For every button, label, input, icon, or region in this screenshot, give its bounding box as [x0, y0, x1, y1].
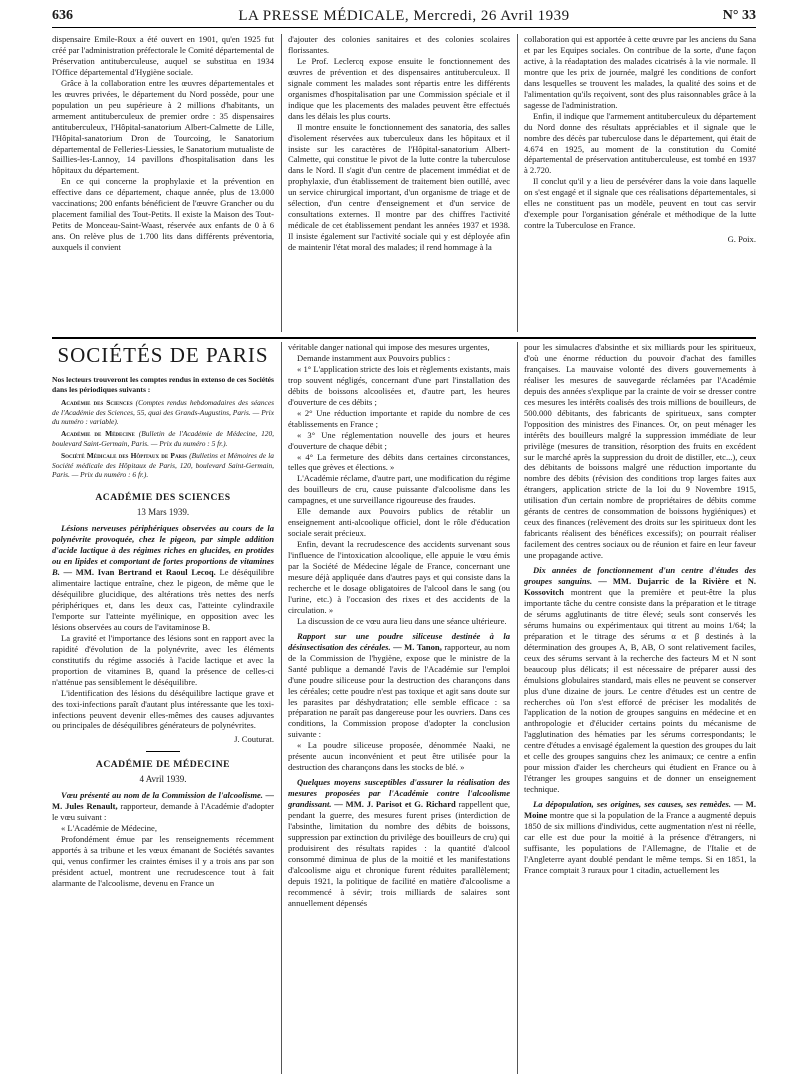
paragraph: Grâce à la collaboration entre les œuvres départementales et les œuvres privées, le département du Nord possède, pour une population un peu supérieure à 2 millions d'habitants, un armement antituberculeux de premier ordre : 35 dispensaires antituberculeux, l'Hôpital-sanatorium Albert-Calmette de Lille, l'Hôpital-sanatorium Dron de Tourcoing, le Sanatorium départemental de Felleries-Liessies, le Sanatorium mutualiste de Saillies-les-Lannoy, 14 pavillons d'hospitalisation dans les hôpitaux du département. [52, 77, 274, 176]
paragraph: véritable danger national qui impose des mesures urgentes, [288, 342, 490, 352]
bottom-column-3 [524, 342, 756, 1074]
article-authors: — MM. J. Parisot et G. Richard [334, 799, 456, 810]
article-paragraph [524, 799, 756, 876]
article-lead: Rapport sur une poudre siliceuse destinée à la désinsectisation des céréales. [288, 630, 510, 652]
paragraph: d'ajouter des colonies sanitaires et des colonies scolaires florissantes. [288, 34, 510, 55]
bottom-column-2 [288, 342, 510, 1074]
paragraph: L'Académie réclame, d'autre part, une modification du régime des bouilleurs de cru, cause puissante d'alcoolisme dans les campagnes, et une surveillance rigoureuse des fraudes. [288, 473, 510, 506]
publication-entry [52, 429, 274, 448]
publication-details: (Comptes rendus hebdomadaires des séances de l'Académie des Sciences, 55, quai des Grands-Augustins, Paris. — Prix du numéro : variable). [52, 398, 274, 426]
publication-name: Académie des Sciences [61, 398, 133, 408]
paragraph: « 4° La fermeture des débits dans certaines circonstances, telles que grèves et élections. » [288, 451, 510, 473]
top-column-2 [288, 34, 510, 332]
paragraph: Il conclut qu'il y a lieu de persévérer dans la voie dans laquelle on s'est engagé et il signale que ces réalisations départementales, si elles ne constituent pas un modèle, peuvent en tout cas servir d'exemple pour l'organisation générale et méthodique de la lutte contre la Tuberculose en France. [524, 176, 756, 231]
paragraph: collaboration qui est apportée à cette œuvre par les anciens du Sana et par les Equipes sociales. On contribue de la sorte, d'une façon active, à la réadaptation des malades cicatrisés à la vie normale. Il montre que les prix de journée, malgré les conditions de confort dans lesquelles se trouvent les malades, la qualité des soins et de l'alimentation qu'ils reçoivent, sont des plus raisonnables grâce à la sagesse de l'administration. [524, 34, 756, 110]
article-text: montre que si la population de la France a augmenté depuis 1850 de six millions d'individus, cette augmentation n'est ni réelle, car elle est due pour la moitié à la présence d'étrangers, ni suffisante, les populations de l'Allemagne, de l'Italie et de l'Angleterre ayant doublé pendant le même temps. Si en 1851, la France comptait 3 ruraux pour 1 citadin, actuellement les [524, 810, 756, 875]
publication-name: Société Médicale des Hôpitaux de Paris [61, 451, 187, 461]
paragraph: « 1° L'application stricte des lois et règlements existants, mais trop souvent négligés, concernant d'une part l'installation des débits de boissons alcoolisées et, d'autre part, les heures d'ouverture de ces débits ; [288, 363, 510, 407]
article-lead: La dépopulation, ses origines, ses causes, ses remèdes. [533, 799, 731, 810]
paragraph: Demande instamment aux Pouvoirs publics : [297, 352, 451, 363]
paragraph: Profondément émue par les renseignements récemment apportés à sa tribune et les vœux émanant de Sociétés savantes qui, venus confirmer les craintes émises il y a trois ans par son président actuel, montrent une recrudescence tout à fait alarmante de l'alcoolisme, devenu en France un [52, 834, 274, 888]
publication-details: (Bulletins et Mémoires de la Société médicale des Hôpitaux de Paris, 120, boulevard Saint-Germain, Paris. — Prix du numéro : 6 fr.). [52, 451, 274, 479]
column-divider [517, 34, 518, 332]
session-date: 4 Avril 1939. [139, 774, 187, 785]
article-authors: — MM. Dujarric de la Rivière et N. Kossovitch [524, 576, 756, 597]
paragraph: dispensaire Emile-Roux a été ouvert en 1901, qu'en 1925 fut créé par l'administration préfectorale le Comité départemental de Préservation antituberculeuse, auquel se substitua en 1934 l'Office départemental d'Hygiène sociale. [52, 34, 274, 77]
article-lead: Vœu présenté au nom de la Commission de l'alcoolisme. [61, 790, 263, 801]
column-divider [517, 342, 518, 1074]
issue-number: N° 33 [722, 8, 756, 23]
bottom-column-1 [52, 342, 274, 1074]
section-heading-sciences: ACADÉMIE DES SCIENCES [95, 492, 231, 504]
paragraph: Enfin, devant la recrudescence des accidents survenant sous l'influence de l'intoxication alcoolique, elle appuie le vœu émis par la Société de Médecine légale de France, concernant une mesure déjà appliquée dans d'autres pays et qui consiste dans la recherche et le dosage obligatoires de l'alcool dans le sang (ou l'urine, etc.) à l'occasion des rixes et des accidents de la circulation. » [288, 539, 510, 615]
article-paragraph [288, 631, 510, 741]
section-divider [52, 337, 756, 339]
journal-title: LA PRESSE MÉDICALE, Mercredi, 26 Avril 1939 [238, 8, 570, 24]
article-paragraph [52, 790, 274, 823]
session-date: 13 Mars 1939. [136, 507, 190, 518]
page-header [52, 6, 756, 28]
paragraph: Elle demande aux Pouvoirs publics de rétablir un enseignement anti-alcoolique officiel, dont le rôle d'éducation sociale serait précieux. [288, 506, 510, 539]
column-divider [281, 342, 282, 1074]
article-authors: — M. Jules Renault, [52, 790, 274, 812]
article-text: rapporteur, demande à l'Académie d'adopter le vœu suivant : [52, 801, 274, 823]
article-text: rapporteur, au nom de la Commission de l'hygiène, expose que le ministre de la Santé publique a demandé l'avis de l'Académie sur l'emploi d'une poudre siliceuse pour la destruction des charançons dans les céréales; cette poudre n'est pas toxique et agit sans doute sur les parasites par déshydratation; elle semble efficace : sa préparation ne paraît pas dangereuse pour les ouvriers. Dans ces conditions, la Commission propose d'adopter la conclusion suivante : [288, 641, 510, 740]
top-column-3 [524, 34, 756, 332]
paragraph: En ce qui concerne la prophylaxie et la prévention en effective dans ce département, chaque année, plus de 13.000 vaccinations; 200 enfants bénéficient de l'œuvre Grancher ou du placement familial des Tout-Petits. Il existe la Maison des Tout-Petits de Monceau-Saint-Waast, réservée aux enfants de 0 à 6 ans. On relève plus de 1.700 lits dans différents préventoria, auxquels il convient [52, 176, 274, 253]
article-text: montrent que la première et peut-être la plus importante tâche du centre consiste dans la préparation et le titrage de sérums agglutinants de titre élevé; seuls sont conservés les sérums humains ou expérimentaux qui titrent au moins 1/64; la préparation et le titrage des sérums α et β destinés à la détermination des groupes A, B, AB, O sont relativement faciles, ceux des sérums servant à la recherche des facteurs M et N sont beaucoup plus délicats; il est nécessaire de préparer aussi des émulsions globulaires standard, mais elles ne peuvent se conserver plus d'une dizaine de jours. Le centre d'études est un centre de recherches où l'on s'est efforcé de préciser les modalités de l'application de la notion de groupes sanguins en médecine et en anthropologie et d'élucider certains points du mécanisme de l'agglutination des hématies par les sérums correspondants; le centre d'études a envisagé également la question des groupes du lait et celle des groupes sanguins chez les animaux; ce centre a enfin pour mission d'aider les chercheurs qui étudient en France ou à l'étranger les groupes sanguins et de donner un enseignement technique. [524, 586, 756, 795]
article-paragraph [288, 777, 510, 908]
section-heading-medecine: ACADÉMIE DE MÉDECINE [95, 759, 231, 771]
paragraph: Il montre ensuite le fonctionnement des sanatoria, des salles d'isolement réservées aux tuberculeux dans les hôpitaux et il insiste sur les caractères de l'Hôpital-sanatorium Albert-Calmette, qui constitue le pivot de la lutte contre la tuberculose dans le Nord. Il s'agit d'un centre de placement immédiat et de prophylaxie, d'un établissement de traitement bien outillé, avec un service chirurgical important, d'un organisme de triage et de sélection, d'un centre d'enseignement et d'un service de consultations externes. Il montre par des chiffres l'activité médicale de cet établissement pendant les années 1937 et 1938. Il insiste également sur l'activité sociale qui y est déployée afin de maintenir l'état moral des malades; il rend hommage à la [288, 121, 510, 253]
paragraph: La discussion de ce vœu aura lieu dans une séance ultérieure. [297, 615, 507, 626]
paragraph: Le Prof. Leclercq expose ensuite le fonctionnement des œuvres de prévention et des dispensaires antituberculeux. Il signale comment les malades sont répartis entre les différents organismes d'hospitalisation par une Commission spéciale et il indique que les placements des malades peuvent être effectués dans les délais les plus courts. [288, 55, 510, 121]
author-signature: J. Couturat. [234, 734, 274, 745]
author-signature: G. Poix. [727, 234, 756, 245]
paragraph: « 3° Une réglementation nouvelle des jours et heures d'ouverture de chaque débit ; [288, 429, 510, 451]
column-divider [281, 34, 282, 332]
heading-rule [146, 751, 180, 752]
paragraph: Enfin, il indique que l'armement antituberculeux du département du Nord donne des résultats appréciables et il signale que le nombre des décès par tuberculose dans le département, qui était de 4.674 en 1925, au moment de la constitution du Comité départemental de préservation antituberculeuse, est tombé en 1937 à 2.720. [524, 110, 756, 176]
article-lead: Dix années de fonctionnement d'un centre d'études des groupes sanguins. [524, 565, 756, 587]
paragraph: L'identification des lésions du déséquilibre lactique grave et des toxi-infections paraît d'autant plus intéressante que les toxi-infections peuvent devenir elles-mêmes des causes adjuvantes ou principales de déséquilibres générateurs de polynévrites. [52, 687, 274, 731]
paragraph: pour les simulacres d'absinthe et six milliards pour les spiritueux, d'où une énorme réduction du pouvoir d'achat des familles françaises. La mauvaise volonté des divers gouvernements à réaliser les mesures de sauvegarde réclamées par l'Académie depuis des années s'explique par la crainte de voir se dresser contre ces mesures les intérêts coalisés des trois millions de bouilleurs, de 500.000 débitants, des fabricants de spiritueux, sans compter l'opposition des ministres des Finances. Or, on peut ménager les intérêts des bouilleurs malgré la suppression immédiate de leur privilège (mesures de transition, résorption des fruits en excédent sur le marché après la suppression du droit de distiller, etc...), ceux des débitants de boissons malgré une réduction importante du nombre des débits (révision des conditions trop larges faites aux étrangers, application stricte de la loi du 9 Novembre 1915, utilisation d'un certain nombre de propriétaires de débits comme gérants de centres de consommation de boissons hygiéniques) et ceux des finances (relèvement des droits sur les spiritueux dont les fabricants réalisent des bénéfices excessifs); on pourrait réaliser facilement des centres sociaux ou de réunion et faire en leur faveur une propagande active. [524, 342, 756, 561]
article-lead: Lésions nerveuses périphériques observées au cours de la polynévrite provoquée, chez le pigeon, par simple addition d'acide lactique à des régimes riches en glucides, en protides ou en lipides et comportant de fortes proportions de vitamines B. [52, 523, 274, 578]
societes-intro: Nos lecteurs trouveront les comptes rendus in extenso de ces Sociétés dans les périodiques suivants : [52, 374, 274, 394]
top-column-1 [52, 34, 274, 332]
article-authors: — M. Tanon, [393, 641, 442, 652]
publication-entry [52, 451, 274, 479]
publication-entry [52, 398, 274, 426]
article-paragraph [52, 523, 274, 633]
page-number: 636 [52, 8, 73, 23]
article-authors: — M. Moine [524, 799, 756, 821]
article-paragraph [524, 565, 756, 795]
article-authors: — MM. Ivan Bertrand et Raoul Lecoq. [63, 567, 216, 578]
paragraph: « 2° Une réduction importante et rapide du nombre de ces établissements en France ; [288, 407, 510, 429]
section-title: SOCIÉTÉS DE PARIS [57, 343, 269, 367]
article-text: Le déséquilibre alimentaire lactique entraîne, chez le pigeon, de même que le déséquilibre glucidique, des altérations très nettes des nerfs périphériques et, dans les deux cas, l'atteinte cylindraxile l'emporte sur l'atteinte myélinique, en opposition avec les lésions observées au cours de l'avitaminose B. [52, 567, 274, 632]
article-lead: Quelques moyens susceptibles d'assurer la réalisation des mesures proposées par l'Académie contre l'alcoolisme grandissant. [288, 777, 510, 810]
paragraph: La gravité et l'importance des lésions sont en rapport avec la rapidité d'évolution de la polynévrite, avec les éléments constitutifs du régime associés à l'acide lactique et avec la proportion de vitamines B, quand la présence de celles-ci n'atténue pas sensiblement le déséquilibre. [52, 632, 274, 687]
paragraph: « La poudre siliceuse proposée, dénommée Naaki, ne présente aucun inconvénient et peut être utilisée pour la destruction des charançons dans les stocks de blé. » [288, 740, 510, 773]
publication-details: (Bulletin de l'Académie de Médecine, 120, boulevard Saint-Germain, Paris. — Prix du numéro : 5 fr.). [52, 429, 274, 448]
article-text: rappellent que, pendant la guerre, des mesures furent prises (interdiction de l'absinthe, limitation du nombre des débits de boissons, suppression par extinction du privilège des bouilleurs de cru) qui produisirent des résultats rapides : la quantité d'alcool consommé diminua de plus de la moitié et les manifestations d'alcoolisme aigu et chronique furent réduites parallèlement; depuis 1921, la politique de facilité en matière d'alcoolisme a recommencé à sévir; trois milliards de salaires sont annuellement dépensés [288, 799, 510, 908]
publication-name: Académie de Médecine [61, 429, 135, 439]
paragraph: « L'Académie de Médecine, [61, 823, 157, 834]
